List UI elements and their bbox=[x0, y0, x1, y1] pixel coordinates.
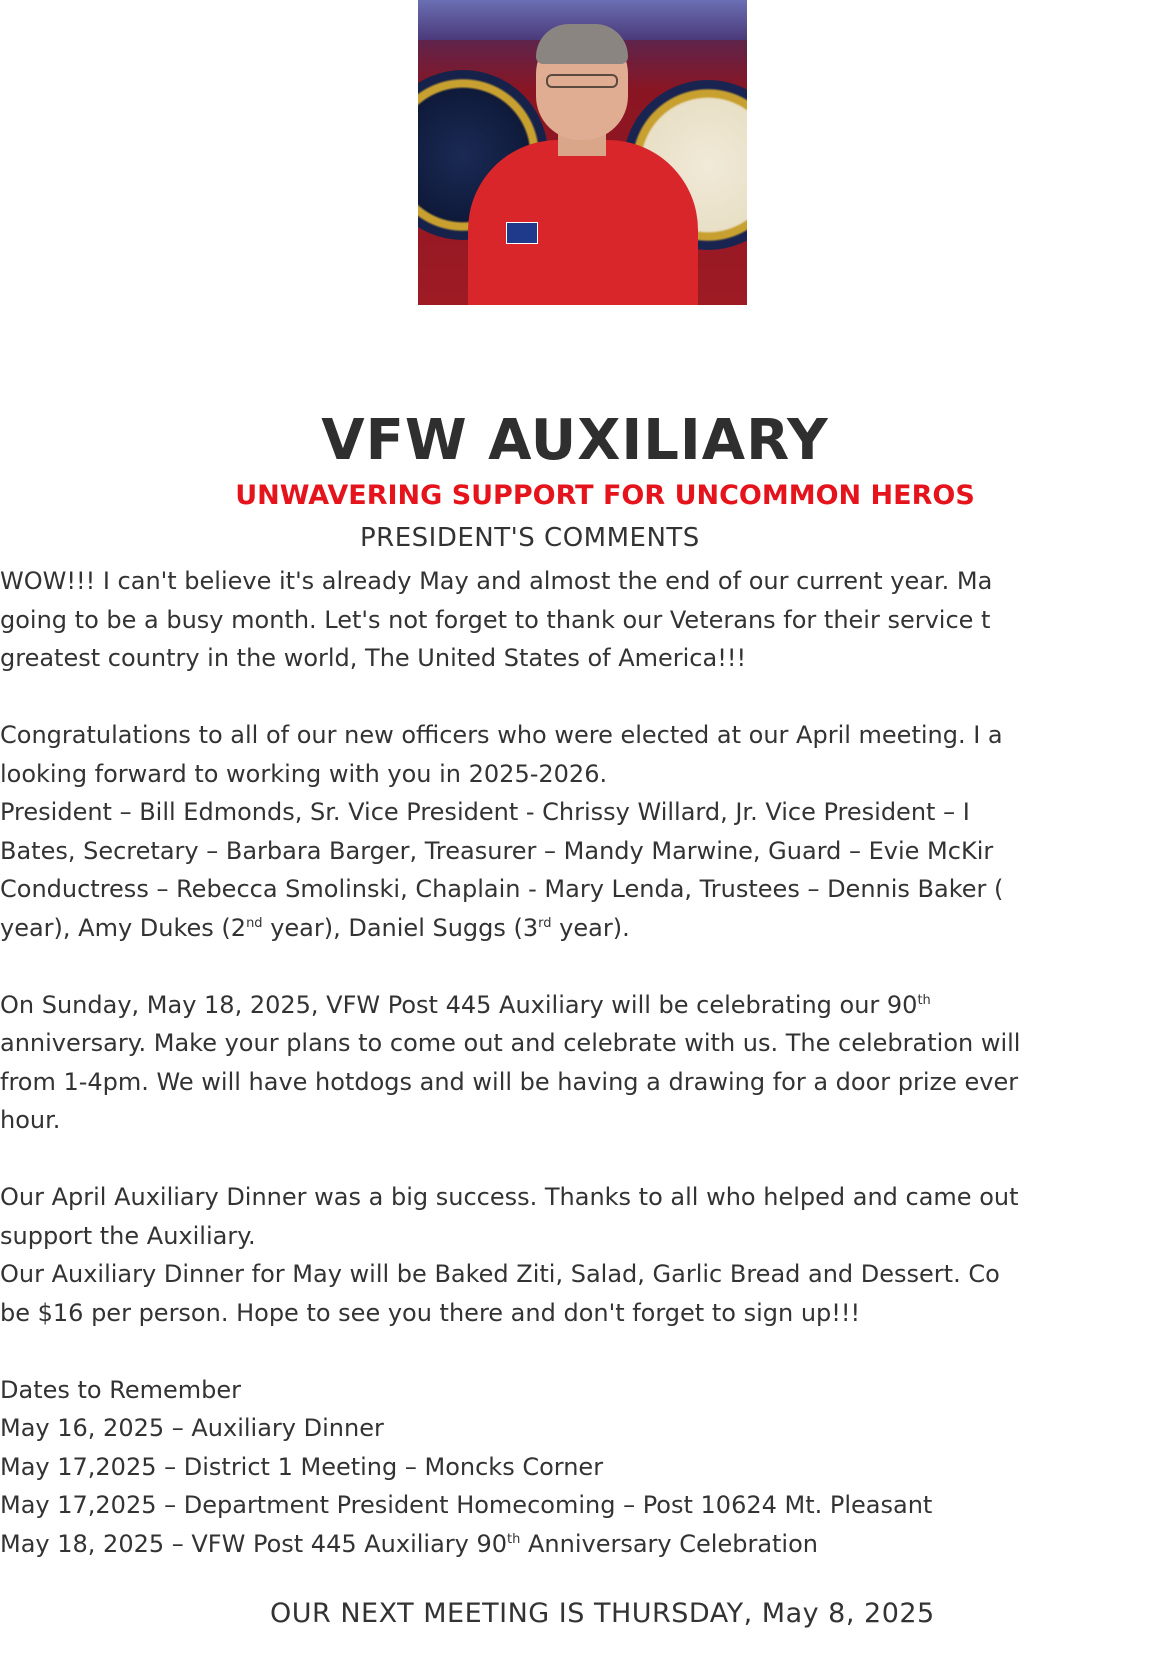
text-line: hour. bbox=[0, 1106, 61, 1134]
text-line: greatest country in the world, The United States of America!!! bbox=[0, 644, 747, 672]
text-line: President – Bill Edmonds, Sr. Vice President - Chrissy Willard, Jr. Vice President – I bbox=[0, 798, 970, 826]
glasses bbox=[546, 74, 618, 88]
red-shirt bbox=[468, 140, 698, 305]
text-line: Conductress – Rebecca Smolinski, Chaplain - Mary Lenda, Trustees – Dennis Baker ( bbox=[0, 875, 1004, 903]
text-line: Congratulations to all of our new officers who were elected at our April meeting. I a bbox=[0, 721, 1003, 749]
newsletter-body bbox=[0, 562, 1150, 1563]
text-line: looking forward to working with you in 2025-2026. bbox=[0, 759, 608, 788]
page-title: VFW AUXILIARY bbox=[321, 408, 829, 473]
name-badge bbox=[506, 222, 538, 244]
text-line: from 1-4pm. We will have hotdogs and will be having a drawing for a door prize ever bbox=[0, 1067, 1019, 1096]
text-line: be $16 per person. Hope to see you there and don't forget to sign up!!! bbox=[0, 1298, 861, 1327]
text-line: Bates, Secretary – Barbara Barger, Treasurer – Mandy Marwine, Guard – Evie McKir bbox=[0, 836, 994, 865]
president-photo bbox=[418, 0, 747, 305]
text-line: Our April Auxiliary Dinner was a big success. Thanks to all who helped and came out bbox=[0, 1183, 1019, 1211]
section-heading: PRESIDENT'S COMMENTS bbox=[360, 523, 700, 553]
text-line: anniversary. Make your plans to come out and celebrate with us. The celebration will bbox=[0, 1029, 1021, 1057]
text-line: On Sunday, May 18, 2025, VFW Post 445 Auxiliary will be celebrating our 90th bbox=[0, 990, 931, 1019]
dates-heading: Dates to Remember bbox=[0, 1375, 241, 1404]
text-line: support the Auxiliary. bbox=[0, 1221, 256, 1250]
page-subtitle: UNWAVERING SUPPORT FOR UNCOMMON HEROS bbox=[235, 480, 975, 511]
text-line: WOW!!! I can't believe it's already May and almost the end of our current year. Ma bbox=[0, 567, 993, 595]
next-meeting: OUR NEXT MEETING IS THURSDAY, May 8, 2025 bbox=[270, 1598, 935, 1629]
text-line: year), Amy Dukes (2nd year), Daniel Suggs (3rd year). bbox=[0, 913, 630, 942]
date-item: May 16, 2025 – Auxiliary Dinner bbox=[0, 1414, 384, 1442]
date-item: May 17,2025 – Department President Homecoming – Post 10624 Mt. Pleasant bbox=[0, 1491, 933, 1519]
text-line: Our Auxiliary Dinner for May will be Baked Ziti, Salad, Garlic Bread and Dessert. Co bbox=[0, 1260, 1000, 1288]
date-item: May 17,2025 – District 1 Meeting – Moncks Corner bbox=[0, 1452, 604, 1481]
text-line: going to be a busy month. Let's not forget to thank our Veterans for their service t bbox=[0, 605, 991, 634]
date-item: May 18, 2025 – VFW Post 445 Auxiliary 90th Anniversary Celebration bbox=[0, 1529, 818, 1558]
